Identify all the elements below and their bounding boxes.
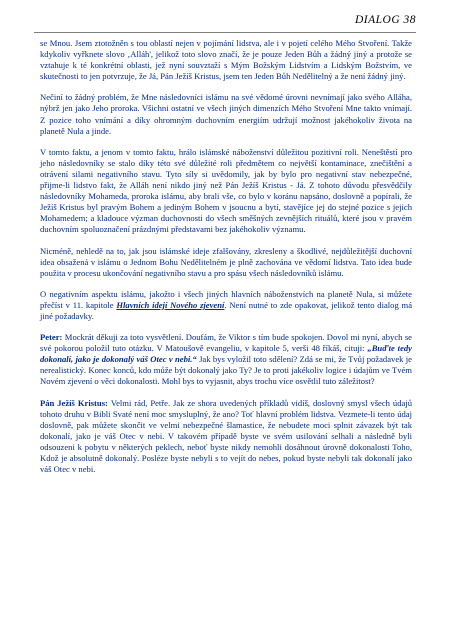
document-body <box>40 38 412 485</box>
bible-quote: „Buďte tedy dokonalí, jako je dokonalý váš Otec v nebi.“ <box>40 343 412 365</box>
dialog-paragraph <box>40 398 412 476</box>
paragraph-text: Jak bys vyložil toto sdělení? Zdá se mi, že Tvůj požadavek je nerealistický. Konec konců, kdo může být dokonalý jako Ty? Je to proti jakékoliv logice i údajům ve Tvém Novém zjevení o věci dokonalosti. Mohl bys to vyjasnit, abys trochu více osvětlil tuto záležitost? <box>40 354 412 387</box>
speaker-label: Pán Ježíš Kristus: <box>40 397 111 408</box>
dialog-paragraph <box>40 332 412 387</box>
page-header <box>34 12 416 33</box>
speaker-label: Peter: <box>40 332 65 343</box>
paragraph-text: O negativním aspektu islámu, jakožto i všech jiných hlavních náboženstvích na planetě Nula, si můžete přečíst v 11. kapitole <box>40 288 412 310</box>
paragraph: V tomto faktu, a jenom v tomto faktu, hrálo islámské náboženství důležitou pozitivní roli. Neneštěstí pro jeho následovníky se stalo díky této své důležité roli předmětem co největší kontaminace, znečištění a otrávení silami negativního stavu. Tyto síly si uvědomily, jak by bylo pro negativní stav nebezpečné, přijme-li lidstvo fakt, že Alláh není nikdo jiný než Pán Ježíš Kristus - Já. Z tohoto důvodu přesvědčily následovníky Mohameda, proroka islámu, aby brali vše, co bylo v koránu napsáno, doslovně a popírali, že Ježíš Kristus byl pravým Bohem a jediným Bohem v jsoucnu a bytí, stavějíce jej do stejné pozice s jejich Mohamedem; a kladouce výzman duchovnosti do všech směšných zevnějších rituálů, které jsou v pravém duchovním spoluoznačení prázdnými představami bez jakéhokoliv významu. <box>40 146 412 235</box>
paragraph-text: Velmi rád, Petře. Jak ze shora uvedených příkladů vidíš, doslovný smysl všech údajů tohoto druhu v Bibli Svaté není moc smysluplný, že ano? Toť hlavní problém lidstva. Vezmete-li tento údaj doslovně, pak můžete skončit ve velmi nebezpečné šlamastice, že nebudete moci splnit závazek být tak dokonalí, jako je váš Otec v nebi. V takovém případě byste ve svém usilování selhali a následně byli odsouzeni k pobytu v některých peklech, neboť byste nikdy nemohli dosáhnout úrovně dokonalosti Toho, Kdož je absolutně dokonalý. Posléze byste nebyli s to vejít do nebes, pokud byste nebyli tak dokonalí jako váš Otec v nebi. <box>40 397 412 475</box>
paragraph <box>40 289 412 322</box>
paragraph: se Mnou. Jsem ztotožněn s tou oblastí nejen v pojímání lidstva, ale i v pojetí celého Mého Stvoření. Takže kdykoliv vyřknete slovo ‚Alláh', jelikož toto slovo značí, že je pouze Jeden Bůh a žádný jiný a protože se vztahuje k té konkrétní oblasti, jež nyní souvztaží s Mým Božským Lidstvím a Lidským Božstvím, ve skutečnosti to jen potvrzuje, že Já, Pán Ježíš Kristus, jsem ten Jeden Bůh Nedělitelný a že není žádný jiný. <box>40 38 412 82</box>
paragraph-text: Mockrát děkuji za toto vysvětlení. Doufám, že Viktor s tím bude spokojen. Dovol mi nyní, abych se své pokorou položil tuto otázku. V Matoušově evangeliu, v kapitole 5, verši 48 říkáš, cituji: <box>40 332 412 354</box>
book-reference-link[interactable]: Hlavních idejí Nového zjevení <box>116 299 225 310</box>
paragraph: Nicméně, nehledě na to, jak jsou islámské ideje zfalšovány, zkresleny a škodlivé, nejdůležitější duchovní idea obsažená v islámu o Jednom Bohu Nedělitelném je plně zachována ve vědomí lidstva. Tato idea bude použita v procesu ukončování negativního stavu a pro spásu všech následovníků islámu. <box>40 245 412 278</box>
paragraph: Nečiní to žádný problém, že Mne následovníci islámu na své vědomé úrovni nevnímají jako svého Alláha, nýbrž jen jako Jeho proroka. Všichni ostatní ve všech jiných dimenzích Mého Stvoření Mne takto vnímají. Z pozice toho vnímání a díky ohromným duchovním energiím udržují možnost jakéhokoliv života na planetě Nula a jinde. <box>40 92 412 136</box>
page-title: DIALOG 38 <box>354 14 416 26</box>
paragraph-text: . Není nutné to zde opakovat, jelikož tento dialog má jiné požadavky. <box>40 299 413 321</box>
